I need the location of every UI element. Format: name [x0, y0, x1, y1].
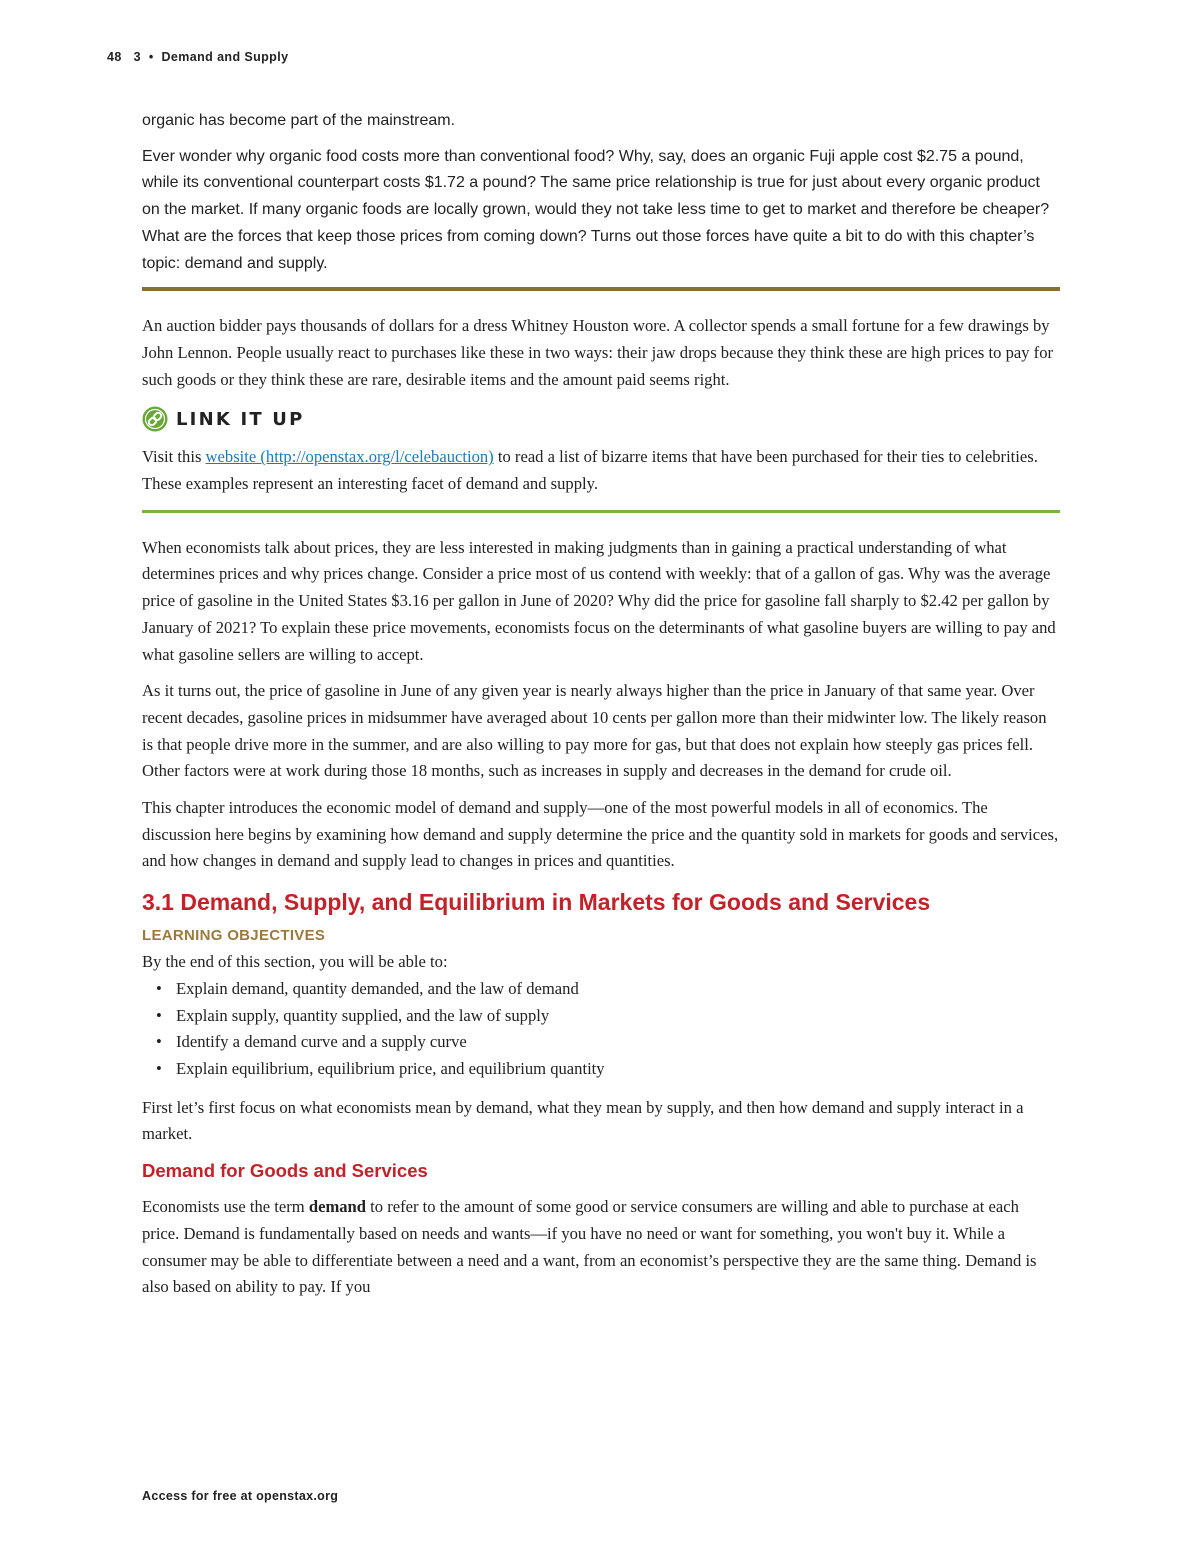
running-head	[107, 50, 288, 64]
demand-text-after: to refer to the amount of some good or service consumers are willing and able to purchase at each price. Demand is fundamentally based on needs and wants—if you have no need or want for something, you won't buy it. While a consumer may be able to differentiate between a need and a want, from an economist’s perspective they are the same thing. Demand is also based on ability to pay. If you	[142, 1197, 1037, 1297]
link-it-up-text	[142, 444, 1060, 497]
page-footer: Access for free at openstax.org	[142, 1489, 339, 1503]
objective-item: • Explain equilibrium, equilibrium price, and equilibrium quantity	[156, 1056, 1060, 1083]
objective-item: • Explain demand, quantity demanded, and the law of demand	[156, 976, 1060, 1003]
link-it-up-heading	[142, 403, 1060, 435]
subsection-title: Demand for Goods and Services	[142, 1160, 428, 1182]
feature-paragraph-2: Ever wonder why organic food costs more than conventional food? Why, say, does an organic Fuji apple cost $2.75 a pound, while its conventional counterpart costs $1.72 a pound? The same price relationship is true for just about every organic product on the market. If many organic foods are locally grown, would they not take less time to get to market and therefore be cheaper? What are the forces that keep those prices from coming down? Turns out those forces have quite a bit to do with this chapter’s topic: demand and supply.	[142, 147, 1050, 272]
celebauction-link[interactable]: website (http://openstax.org/l/celebauction)	[205, 447, 494, 467]
link-it-up-divider	[142, 510, 1060, 513]
intro-paragraph: An auction bidder pays thousands of dollars for a dress Whitney Houston wore. A collector spends a small fortune for a few drawings by John Lennon. People usually react to purchases like these in two ways: their jaw drops because they think these are high prices to pay for such goods or they think these are rare, desirable items and the amount paid seems right.	[142, 316, 1054, 389]
page-number: 48	[107, 50, 122, 64]
link-it-up-title: LINK IT UP	[176, 408, 305, 430]
learning-objectives-heading: LEARNING OBJECTIVES	[142, 927, 326, 945]
demand-key-term: demand	[308, 1197, 367, 1217]
chapter-number: 3	[133, 50, 141, 64]
demand-text-before: Economists use the term	[142, 1197, 309, 1217]
chapter-title: Demand and Supply	[161, 50, 289, 64]
body-paragraph-3: This chapter introduces the economic model of demand and supply—one of the most powerful models in all of economics. The discussion here begins by examining how demand and supply determine the price and the quantity sold in markets for goods and services, and how changes in demand and supply lead to changes in prices and quantities.	[142, 798, 1059, 871]
link-it-up-icon	[142, 406, 168, 432]
header-separator: •	[148, 50, 154, 64]
objective-item: • Identify a demand curve and a supply curve	[156, 1029, 1060, 1056]
body-paragraph-1: When economists talk about prices, they are less interested in making judgments than in gaining a practical understanding of what determines prices and why prices change. Consider a price most of us contend with weekly: that of a gallon of gas. Why was the average price of gasoline in the United States $3.16 per gallon in June of 2020? Why did the price for gasoline fall sharply to $2.42 per gallon by January of 2021? To explain these price movements, economists focus on the determinants of what gasoline buyers are willing to pay and what gasoline sellers are willing to accept.	[142, 537, 1056, 664]
demand-paragraph	[142, 1194, 1060, 1301]
feature-divider	[142, 287, 1060, 291]
link-it-up-text-before: Visit this	[142, 447, 206, 467]
section-intro-paragraph: First let’s first focus on what economists mean by demand, what they mean by supply, and then how demand and supply interact in a market.	[142, 1097, 1024, 1144]
link-it-up-box	[142, 403, 1060, 497]
feature-paragraph-1: organic has become part of the mainstream.	[142, 112, 456, 129]
link-it-up-text-after: to read a list of bizarre items that have been purchased for their ties to celebrities. These examples represent an interesting facet of demand and supply.	[142, 447, 1038, 494]
learning-objectives-intro: By the end of this section, you will be able to:	[142, 952, 448, 972]
feature-box-continued	[142, 108, 1060, 277]
learning-objectives-list	[142, 976, 1060, 1083]
body-paragraph-2: As it turns out, the price of gasoline in June of any given year is nearly always higher than the price in January of that same year. Over recent decades, gasoline prices in midsummer have averaged about 10 cents per gallon more than their midwinter low. The likely reason is that people drive more in the summer, and are also willing to pay more for gas, but that does not explain how steeply gas prices fell. Other factors were at work during those 18 months, such as increases in supply and decreases in the demand for crude oil.	[142, 681, 1047, 781]
objective-item: • Explain supply, quantity supplied, and the law of supply	[156, 1003, 1060, 1030]
section-title: 3.1 Demand, Supply, and Equilibrium in Markets for Goods and Services	[142, 889, 931, 916]
page-content	[142, 108, 1060, 1311]
